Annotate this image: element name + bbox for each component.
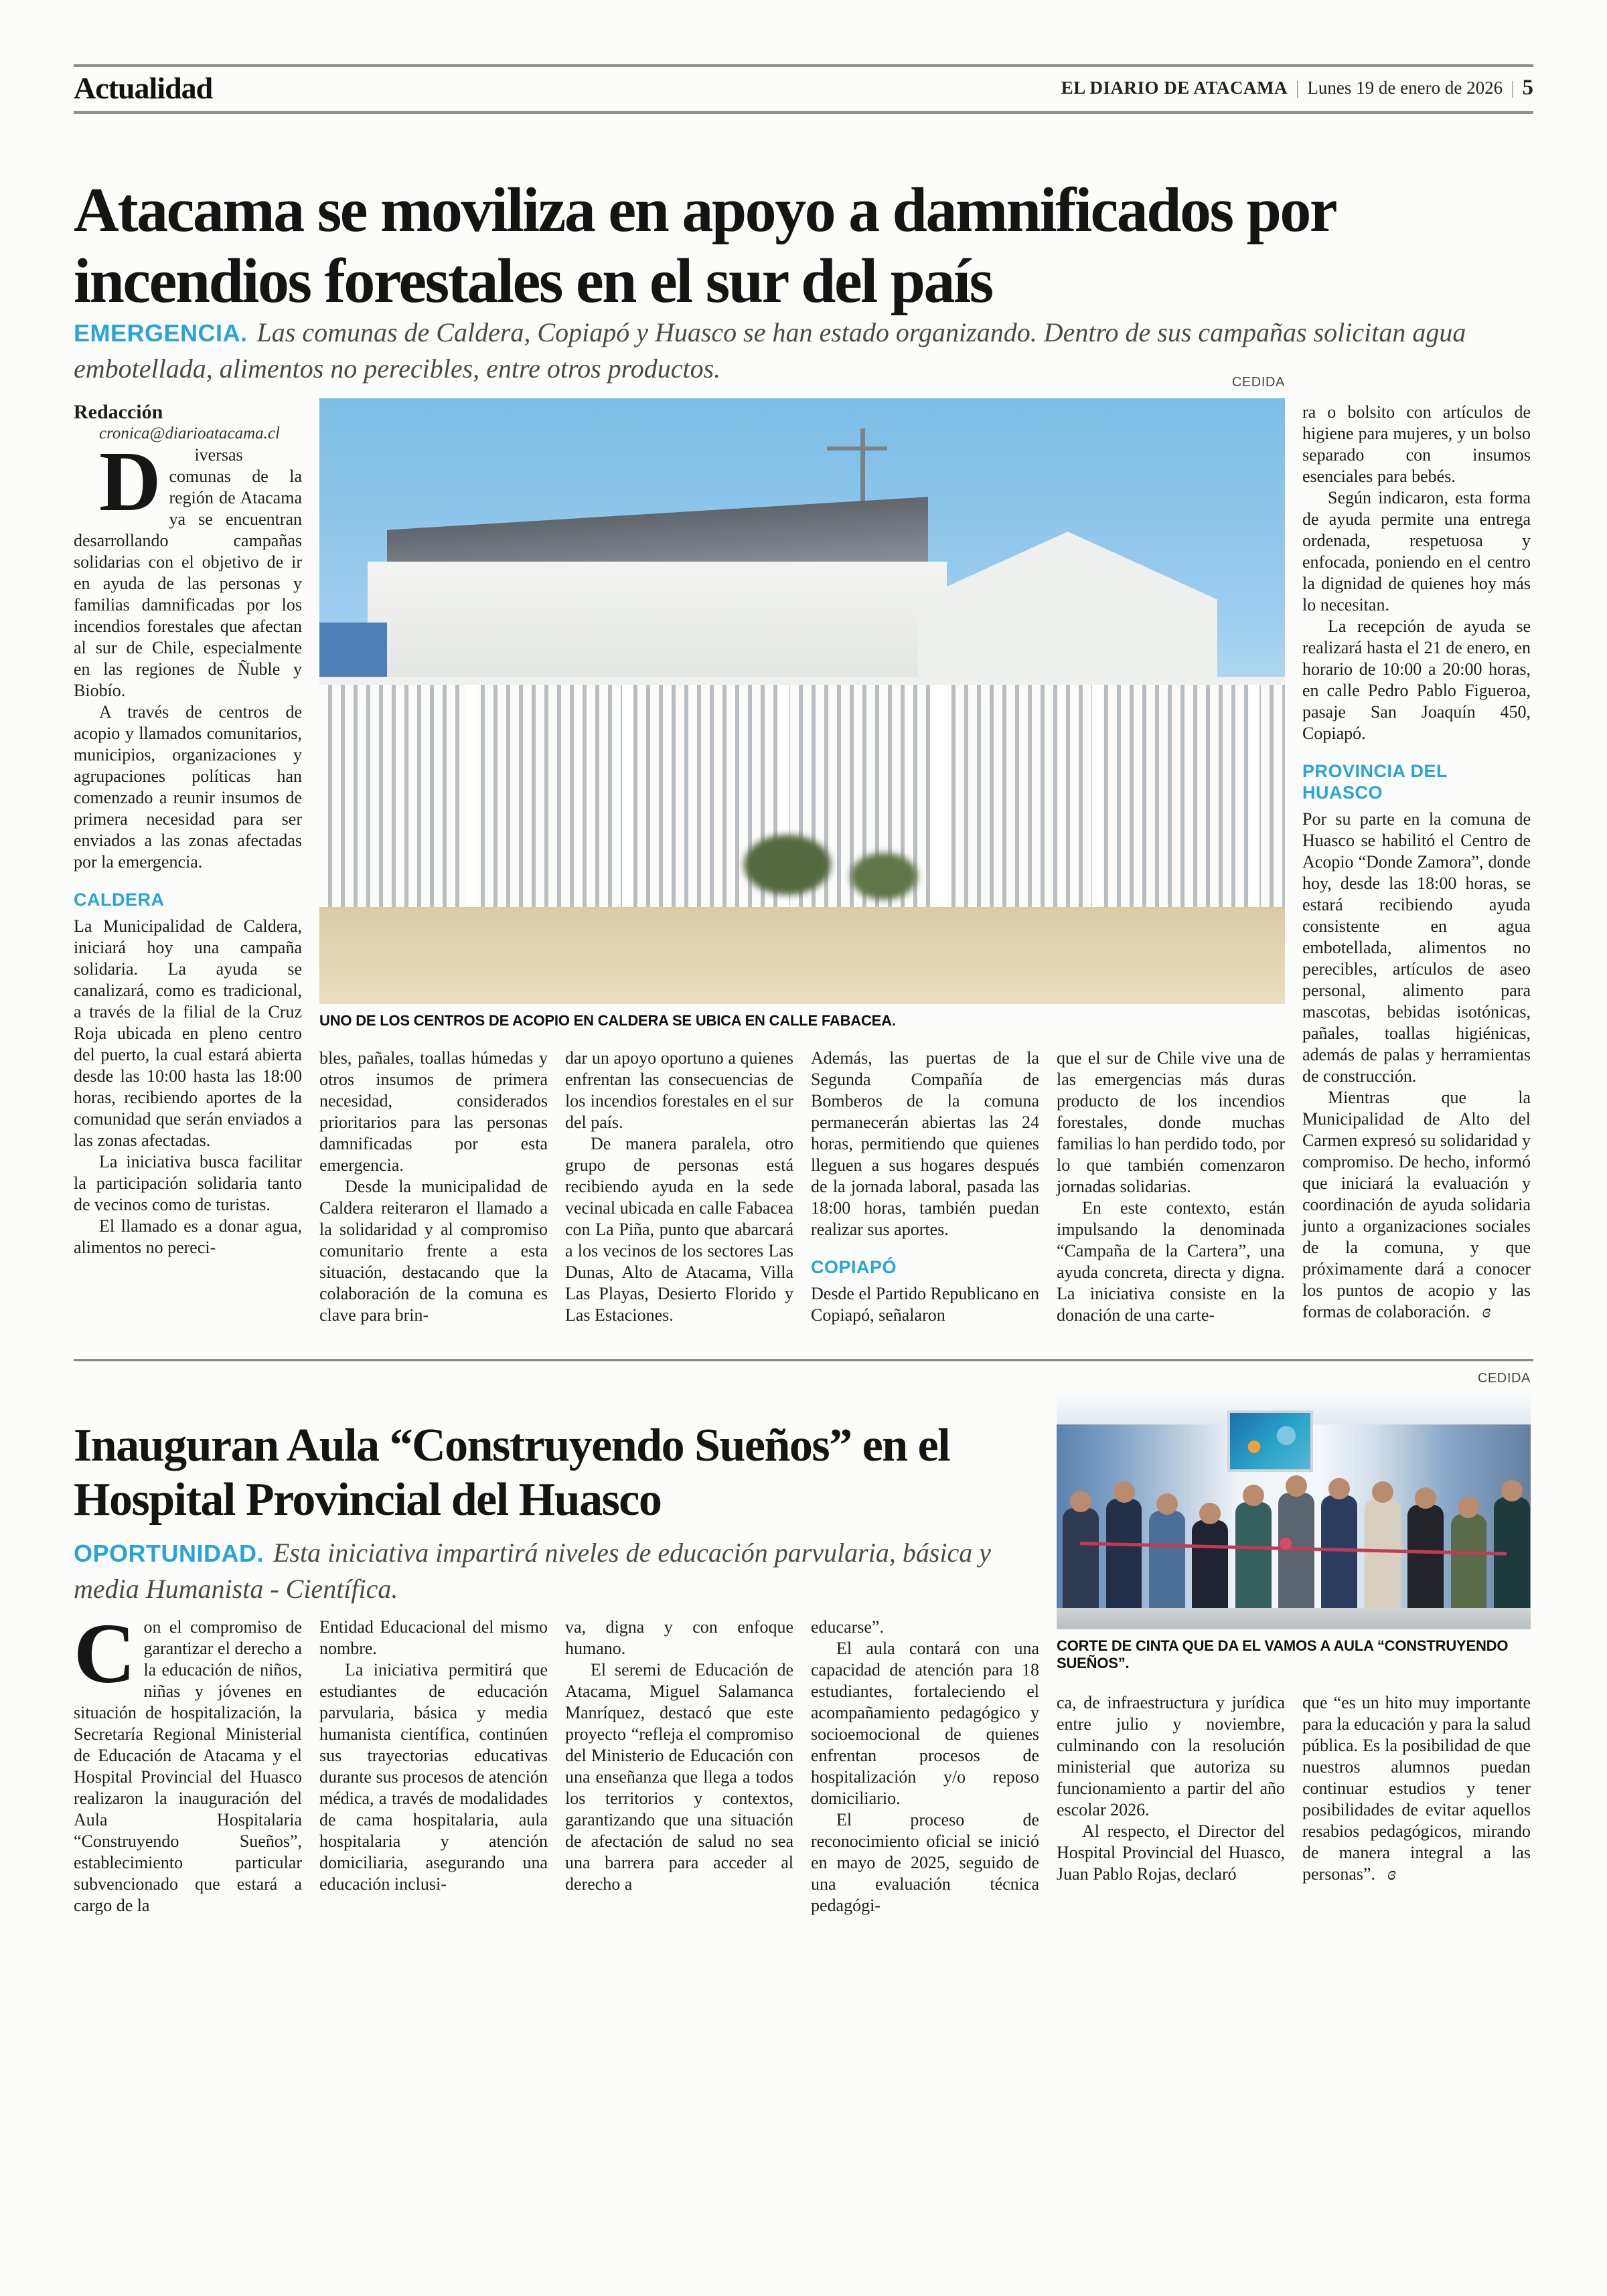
paragraph: La Municipalidad de Caldera, iniciará hoy una campaña solidaria. La ayuda se canalizará, como es tradicional, a través de la filial de la Cruz Roja ubicada en pleno centro del puerto, la cual estará abierta desde las 10:00 hasta las 18:00 horas, recibiendo aportes de la comunidad que serán enviados a las zonas afectadas. (74, 916, 302, 1150)
article2-photo-caption: CORTE DE CINTA QUE DA EL VAMOS A AULA “CONSTRUYENDO SUEÑOS”. (1057, 1637, 1509, 1671)
photo-sandy-ground (319, 907, 1285, 1004)
article2-kicker-text: Esta iniciativa impartirá niveles de educación parvularia, básica y media Humanista - Científica. (74, 1538, 992, 1604)
byline-email-link[interactable]: cronica@diarioatacama.cl (99, 424, 280, 442)
masthead-separator: | (1296, 77, 1300, 98)
paragraph: Por su parte en la comuna de Huasco se habilitó el Centro de Acopio “Donde Zamora”, donde hoy, desde las 18:00 horas, se estará recibiendo ayuda consistente en agua embotellada, alimentos no perecibles, artículos de aseo personal, alimento para mascotas, bebidas isotónicas, pañales, toallas higiénicas, además de palas y herramientas de construcción. (1302, 809, 1531, 1086)
paragraph: Desde la municipalidad de Caldera reiteraron el llamado a la solidaridad y al compromiso comunitario frente a esta situación, destacando que la colaboración de la comuna es clave para brin- (319, 1177, 548, 1325)
paragraph: Entidad Educacional del mismo nombre. (319, 1617, 548, 1658)
article1-column-4 (811, 1048, 1039, 1326)
article1-photo-acopio-center (319, 398, 1285, 1004)
masthead-date: Lunes 19 de enero de 2026 (1307, 77, 1503, 98)
photo-shrub (744, 835, 831, 895)
paragraph-text: que “es un hito muy importante para la educación y para la salud pública. Es la posibilidad de que nuestros alumnos puedan continuar estudios y tener posibilidades de evitar aquellos resabios pedagógicos, mirando de manera integral a las personas”. (1302, 1693, 1531, 1884)
photo-floor (1057, 1608, 1531, 1629)
paragraph: Desde el Partido Republicano en Copiapó, señalaron (811, 1284, 1039, 1325)
paragraph-text: iversas comunas de la región de Atacama ya se encuentran desarrollando campañas solidarias con el objetivo de ir en ayuda de las personas y familias damnificadas por los incendios forestales que afectan al sur de Chile, especialmente en las regiones de Ñuble y Biobío. (74, 445, 302, 700)
paragraph: La recepción de ayuda se realizará hasta el 21 de enero, en horario de 10:00 a 20:00 horas, en calle Pedro Pablo Figueroa, pasaje San Joaquín 450, Copiapó. (1302, 617, 1531, 743)
masthead-paper-name: EL DIARIO DE ATACAMA (1061, 77, 1288, 98)
paragraph: De manera paralela, otro grupo de personas está recibiendo ayuda en la sede vecinal ubicada en calle Fabacea con La Piña, punto que abarcará a los vecinos de los sectores Las Dunas, Alto de Atacama, Villa Las Playas, Desierto Florido y Las Estaciones. (565, 1134, 793, 1325)
paragraph-text: Mientras que la Municipalidad de Alto del Carmen expresó su solidaridad y compromiso. De hecho, informó que iniciará la evaluación y coordinación de ayuda solidaria junto a organizaciones sociales de la comuna, y que próximamente dará a conocer los puntos de acopio y las formas de colaboración. (1302, 1088, 1531, 1321)
article2-photo-ribbon-cutting (1057, 1394, 1531, 1629)
paragraph: ca, de infraestructura y jurídica entre julio y noviembre, culminando con la resolución ministerial que autoriza su funcionamiento a partir del año escolar 2026. (1057, 1693, 1285, 1819)
paragraph: Además, las puertas de la Segunda Compañía de Bomberos de la comuna permanecerán abiertas las 24 horas, permitiendo que quienes lleguen a sus hogares después de la jornada laboral, pasada las 18:00 horas, también puedan realizar sus aportes. (811, 1048, 1039, 1239)
header-bottom-rule (74, 111, 1533, 114)
article1-kicker-text: Las comunas de Caldera, Copiapó y Huasco se han estado organizando. Dentro de sus campañas solicitan agua embotellada, alimentos no perecibles, entre otros productos. (74, 317, 1466, 384)
photo-shrub (850, 853, 917, 900)
article1-column-2 (319, 1048, 548, 1326)
photo-sea-mural (1227, 1410, 1313, 1472)
section-title: Actualidad (74, 70, 213, 105)
byline-author: Redacción (74, 401, 163, 423)
paragraph: En este contexto, están impulsando la denominada “Campaña de la Cartera”, una ayuda concreta, directa y digna. La iniciativa consiste en la donación de una carte- (1057, 1198, 1285, 1325)
drop-cap: D (99, 434, 161, 529)
section-header-copiapo: COPIAPÓ (811, 1257, 897, 1277)
paragraph: El llamado es a donar agua, alimentos no pereci- (74, 1216, 302, 1257)
article2-headline: Inauguran Aula “Construyendo Sueños” en el Hospital Provincial del Huasco (74, 1420, 950, 1526)
article1-column-3 (565, 1048, 793, 1326)
paragraph: dar un apoyo oportuno a quienes enfrentan las consecuencias de los incendios forestales en el sur del país. (565, 1048, 793, 1132)
paragraph: bles, pañales, toallas húmedas y otros insumos de primera necesidad, considerados prioritarios para las personas damnificadas por esta emergencia. (319, 1048, 548, 1175)
paragraph: La iniciativa busca facilitar la participación solidaria tanto de vecinos como de turistas. (74, 1152, 302, 1214)
article2-column-4 (811, 1617, 1039, 1916)
paragraph: El proceso de reconocimiento oficial se inició en mayo de 2025, seguido de una evaluación técnica pedagógi- (811, 1810, 1039, 1915)
paragraph: El aula contará con una capacidad de atención para 18 estudiantes, fortaleciendo el acompañamiento pedagógico y socioemocional de quienes enfrentan procesos de hospitalización y/o reposo domiciliario. (811, 1639, 1039, 1808)
article1-photo-caption: UNO DE LOS CENTROS DE ACOPIO EN CALDERA SE UBICA EN CALLE FABACEA. (319, 1012, 896, 1029)
article2-kicker (74, 1535, 1038, 1607)
photo-light-pole-arm (827, 446, 887, 450)
paragraph: La iniciativa permitirá que estudiantes de educación parvularia, básica y media humanista científica, continúen sus trayectorias educativas durante sus procesos de atención médica, a través de modalidades de cama hospitalaria, aula hospitalaria y atención domiciliaria, asegurando una educación inclusi- (319, 1660, 548, 1894)
section-header-caldera: CALDERA (74, 890, 165, 910)
article1-column-6 (1302, 402, 1531, 1323)
photo-ribbon-bow (1280, 1538, 1292, 1550)
article2-column-1 (74, 1606, 302, 1916)
paragraph: ra o bolsito con artículos de higiene para mujeres, y un bolso separado con insumos esenciales para bebés. (1302, 402, 1531, 486)
paragraph (74, 434, 302, 702)
article2-column-5 (1057, 1692, 1285, 1885)
article1-photo-credit: CEDIDA (1231, 375, 1285, 390)
article1-column-1 (74, 402, 302, 1258)
article1-column-5 (1057, 1048, 1285, 1326)
masthead-separator: | (1511, 77, 1515, 98)
article2-column-3 (565, 1617, 793, 1895)
paragraph: va, digna y con enfoque humano. (565, 1617, 793, 1658)
paragraph (1302, 1087, 1531, 1323)
paragraph: educarse”. (811, 1617, 884, 1637)
article2-column-2 (319, 1617, 548, 1895)
masthead-info (1061, 76, 1533, 100)
paragraph: A través de centros de acopio y llamados comunitarios, municipios, organizaciones y agrupaciones políticas han comenzado a reunir insumos de primera necesidad para ser enviados a las zonas afectadas por la emergencia. (74, 702, 302, 872)
section-header-huasco: PROVINCIA DEL HUASCO (1302, 761, 1448, 803)
paragraph (1302, 1692, 1531, 1885)
article2-column-6 (1302, 1692, 1531, 1885)
article-divider-rule (74, 1359, 1533, 1362)
end-of-article-mark: ɞ (1482, 1301, 1491, 1322)
article1-kicker-label: EMERGENCIA. (74, 319, 248, 347)
article2-photo-credit: CEDIDA (1477, 1371, 1531, 1386)
page-header (74, 67, 1533, 108)
paragraph-text: on el compromiso de garantizar el derecho a la educación de niños, niñas y jóvenes en situación de hospitalización, la Secretaría Regional Ministerial de Educación de Atacama y el Hospital Provincial del Huasco realizaron la inauguración del Aula Hospitalaria “Construyendo Sueños”, establecimiento particular subvencionado que estará a cargo de la (74, 1617, 302, 1915)
paragraph: El seremi de Educación de Atacama, Miguel Salamanca Manríquez, destacó que este proyecto “refleja el compromiso del Ministerio de Educación con una enseñanza que llega a todos los territorios y contextos, garantizando que una situación de afectación de salud no sea una barrera para acceder al derecho a (565, 1660, 793, 1894)
article2-kicker-label: OPORTUNIDAD. (74, 1540, 264, 1567)
masthead-page-number: 5 (1522, 75, 1533, 100)
article1-headline: Atacama se moviliza en apoyo a damnificados por incendios forestales en el sur del país (74, 175, 1335, 317)
paragraph: Al respecto, el Director del Hospital Provincial del Huasco, Juan Pablo Rojas, declaró (1057, 1821, 1285, 1884)
paragraph: que el sur de Chile vive una de las emergencias más duras producto de los incendios forestales, donde muchas familias lo han perdido todo, por lo que también comenzaron jornadas solidarias. (1057, 1048, 1285, 1196)
end-of-article-mark: ɞ (1387, 1864, 1397, 1884)
paragraph (74, 1606, 302, 1916)
paragraph: Según indicaron, esta forma de ayuda permite una entrega ordenada, respetuosa y enfocada, poniendo en el centro la dignidad de quienes hoy más lo necesitan. (1302, 488, 1531, 614)
drop-cap: C (74, 1606, 136, 1701)
